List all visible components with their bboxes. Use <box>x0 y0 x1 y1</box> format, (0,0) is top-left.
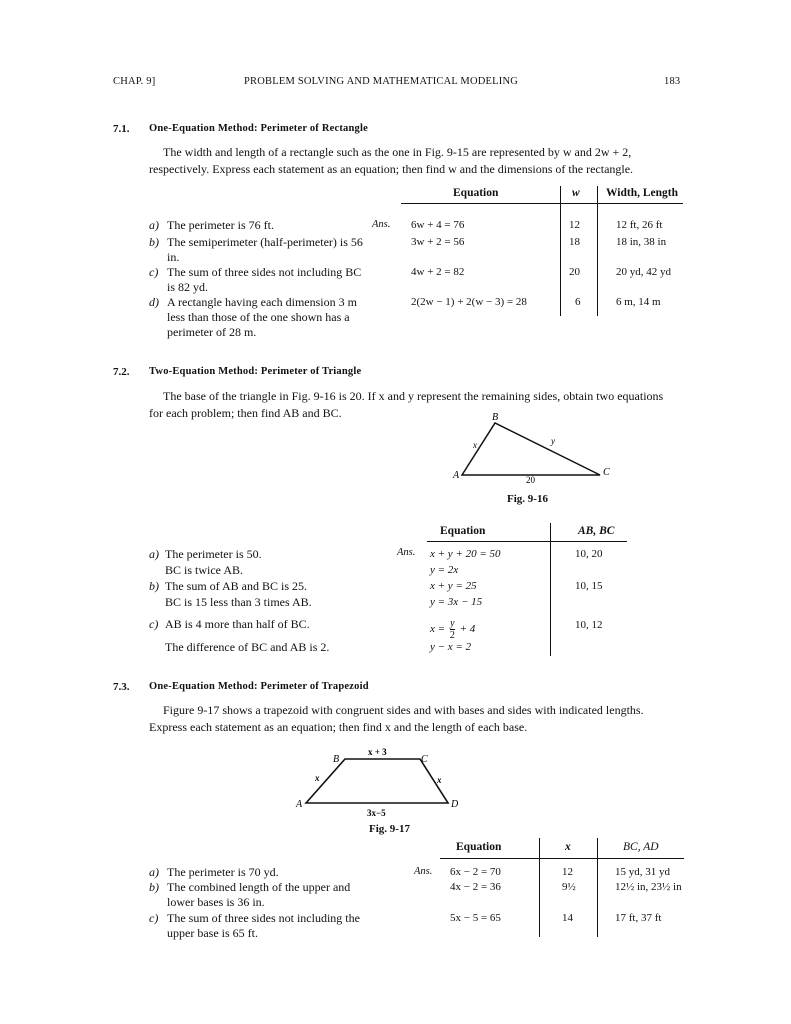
p2-row-c-fraction-den: 2 <box>449 630 455 641</box>
p1-row-a-label: a) <box>149 218 159 232</box>
problem-7-3-title: One-Equation Method: Perimeter of Trapezoid <box>149 681 369 692</box>
fig-9-16-caption: Fig. 9-16 <box>507 493 548 505</box>
p3-row-b-label: b) <box>149 880 159 894</box>
p2-row-c-result: 10, 12 <box>575 619 603 631</box>
trapezoid-right-label: x <box>437 775 442 785</box>
p1-header-dims: Width, Length <box>606 187 679 199</box>
triangle-vertex-c: C <box>603 467 610 478</box>
triangle-shape <box>462 423 600 475</box>
triangle-side-x: x <box>473 440 477 450</box>
p3-row-c-x: 14 <box>562 912 573 924</box>
p1-row-c-label: c) <box>149 265 159 279</box>
p1-row-c-dims: 20 yd, 42 yd <box>616 266 671 278</box>
p2-ans-label: Ans. <box>397 547 416 558</box>
header-chapter: CHAP. 9] <box>113 76 156 87</box>
trapezoid-vertex-a: A <box>296 799 303 810</box>
p2-row-c-label: c) <box>149 617 159 631</box>
p2-row-c-fraction <box>450 618 455 641</box>
triangle-side-y: y <box>551 436 555 446</box>
p1-row-a-statement: The perimeter is 76 ft. <box>167 218 274 232</box>
p1-ans-label: Ans. <box>372 219 391 230</box>
p3-header-x: x <box>565 841 571 853</box>
triangle-base-label: 20 <box>526 475 535 485</box>
p3-header-equation: Equation <box>456 841 502 853</box>
problem-7-3-number: 7.3. <box>113 681 130 693</box>
problem-7-1-number: 7.1. <box>113 123 130 135</box>
p3-row-c-equation: 5x − 5 = 65 <box>450 912 501 924</box>
p3-row-b-equation: 4x − 2 = 36 <box>450 881 501 893</box>
p2-row-a-line1: The perimeter is 50. <box>165 547 262 561</box>
p1-col-divider-2 <box>597 186 598 316</box>
p2-row-b-eq1: x + y = 25 <box>430 580 477 592</box>
p3-ans-label: Ans. <box>414 866 433 877</box>
p3-row-b-result: 12½ in, 23½ in <box>615 881 682 893</box>
header-page-number: 183 <box>664 76 681 87</box>
p3-row-a-statement: The perimeter is 70 yd. <box>167 865 279 879</box>
p2-header-equation: Equation <box>440 525 486 537</box>
p1-header-equation: Equation <box>453 187 499 199</box>
problem-7-2-title: Two-Equation Method: Perimeter of Triangle <box>149 366 362 377</box>
p2-col-divider <box>550 523 551 656</box>
p2-row-c-eq1-left: x = <box>430 623 448 636</box>
fig-9-17-caption: Fig. 9-17 <box>369 823 410 835</box>
p2-row-a-eq2: y = 2x <box>430 564 459 576</box>
p2-row-c-eq1-right: + 4 <box>456 623 476 636</box>
p2-row-b-line2: BC is 15 less than 3 times AB. <box>165 595 312 609</box>
p3-header-rule <box>440 858 684 859</box>
p3-row-c-result: 17 ft, 37 ft <box>615 912 662 924</box>
problem-7-3-text: Figure 9-17 shows a trapezoid with congruent sides and with bases and sides with indicated lengths. Express each statement as an equation; then find x and the length of each base. <box>149 703 644 734</box>
p2-row-b-line1: The sum of AB and BC is 25. <box>165 579 308 593</box>
p1-row-a-dims: 12 ft, 26 ft <box>616 219 663 231</box>
p1-row-a-equation: 6w + 4 = 76 <box>411 219 465 231</box>
p2-row-c-eq1 <box>430 618 475 641</box>
p2-row-c-eq2: y − x = 2 <box>430 641 472 653</box>
trapezoid-shape <box>306 759 448 803</box>
p1-row-d-label: d) <box>149 295 159 309</box>
p2-row-a-result: 10, 20 <box>575 548 603 560</box>
p2-row-b-eq2: y = 3x − 15 <box>430 596 483 608</box>
triangle-figure <box>440 408 640 488</box>
trapezoid-left-label: x <box>315 773 320 783</box>
p2-row-c-fraction-num: y <box>450 618 455 629</box>
p3-header-result: BC, AD <box>623 841 659 853</box>
p2-row-c-line2: The difference of BC and AB is 2. <box>165 640 330 654</box>
trapezoid-vertex-d: D <box>451 799 459 810</box>
p1-row-d-dims: 6 m, 14 m <box>616 296 661 308</box>
trapezoid-bottom-label: 3x−5 <box>367 808 386 818</box>
p2-row-a-label: a) <box>149 547 159 561</box>
trapezoid-vertex-c: C <box>421 754 428 765</box>
p1-row-b-equation: 3w + 2 = 56 <box>411 236 465 248</box>
p1-row-c-equation: 4w + 2 = 82 <box>411 266 465 278</box>
p1-header-rule <box>401 203 683 204</box>
header-title: PROBLEM SOLVING AND MATHEMATICAL MODELING <box>244 76 519 87</box>
trapezoid-top-label: x + 3 <box>368 747 387 757</box>
triangle-vertex-a: A <box>453 470 460 481</box>
trapezoid-vertex-b: B <box>333 754 340 765</box>
triangle-vertex-b: B <box>492 412 499 423</box>
p1-row-d-w: 6 <box>575 296 581 308</box>
p2-row-b-label: b) <box>149 579 159 593</box>
p3-row-c-statement: The sum of three sides not including the upper base is 65 ft. <box>167 911 360 940</box>
problem-7-2-text: The base of the triangle in Fig. 9-16 is 20. If x and y represent the remaining sides, obtain two equations for each problem; then find AB and BC. <box>149 389 664 420</box>
p2-row-b-result: 10, 15 <box>575 580 603 592</box>
p1-row-b-dims: 18 in, 38 in <box>616 236 667 248</box>
p3-row-a-result: 15 yd, 31 yd <box>615 866 670 878</box>
p2-row-a-line2: BC is twice AB. <box>165 563 244 577</box>
p3-row-b-x: 9½ <box>562 881 576 893</box>
p1-row-d-equation: 2(2w − 1) + 2(w − 3) = 28 <box>411 296 527 308</box>
p1-row-b-statement: The semiperimeter (half-perimeter) is 56 in. <box>167 235 363 264</box>
problem-7-1-title: One-Equation Method: Perimeter of Rectangle <box>149 123 368 134</box>
p3-row-a-equation: 6x − 2 = 70 <box>450 866 501 878</box>
p2-header-rule <box>427 541 627 542</box>
p3-row-a-label: a) <box>149 865 159 879</box>
p1-col-divider-1 <box>560 186 561 316</box>
p3-col-divider-1 <box>539 838 540 937</box>
p2-row-c-line1: AB is 4 more than half of BC. <box>165 617 310 631</box>
problem-7-1-text: The width and length of a rectangle such as the one in Fig. 9-15 are represented by w and 2w + 2, respectively. Express each statement as an equation; then find w and the dimensions of the rectangle. <box>149 145 634 176</box>
p1-row-b-label: b) <box>149 235 159 249</box>
problem-7-2-number: 7.2. <box>113 366 130 378</box>
p3-col-divider-2 <box>597 838 598 937</box>
p1-header-w: w <box>572 187 580 199</box>
p1-row-a-w: 12 <box>569 219 580 231</box>
trapezoid-figure <box>290 745 470 825</box>
p1-row-c-w: 20 <box>569 266 580 278</box>
p3-row-a-x: 12 <box>562 866 573 878</box>
p1-row-d-statement: A rectangle having each dimension 3 m less than those of the one shown has a perimeter of 28 m. <box>167 295 357 339</box>
p2-row-a-eq1: x + y + 20 = 50 <box>430 548 501 560</box>
p1-row-b-w: 18 <box>569 236 580 248</box>
p2-header-result: AB, BC <box>578 525 615 537</box>
p3-row-c-label: c) <box>149 911 159 925</box>
p1-row-c-statement: The sum of three sides not including BC is 82 yd. <box>167 265 362 294</box>
p3-row-b-statement: The combined length of the upper and lower bases is 36 in. <box>167 880 351 909</box>
